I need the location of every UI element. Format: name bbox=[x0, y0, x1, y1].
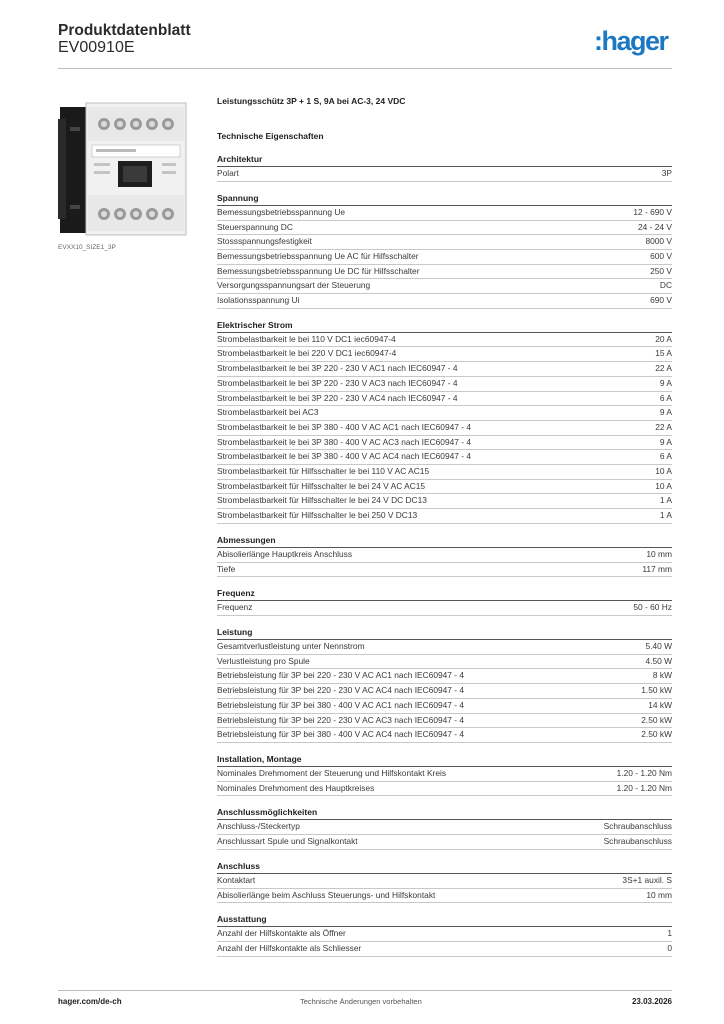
spec-value: 5.40 W bbox=[645, 641, 672, 652]
spec-label: Strombelastbarkeit für Hilfsschalter le bei 24 V AC AC15 bbox=[217, 480, 426, 491]
spec-label: Tiefe bbox=[217, 563, 236, 574]
spec-value: 3P bbox=[661, 168, 672, 179]
spec-row bbox=[217, 377, 672, 392]
spec-value: 1.20 - 1.20 Nm bbox=[616, 782, 672, 793]
spec-label: Strombelastbarkeit le bei 3P 380 - 400 V AC AC3 nach IEC60947 - 4 bbox=[217, 436, 472, 447]
spec-value: 1.20 - 1.20 Nm bbox=[616, 767, 672, 778]
spec-label: Gesamtverlustleistung unter Nennstrom bbox=[217, 641, 365, 652]
spec-label: Strombelastbarkeit für Hilfsschalter le bei 250 V DC13 bbox=[217, 510, 418, 521]
spec-section bbox=[217, 859, 672, 903]
spec-row bbox=[217, 436, 672, 451]
spec-section bbox=[217, 191, 672, 309]
header-divider bbox=[58, 68, 672, 69]
spec-value: 9 A bbox=[659, 436, 672, 447]
spec-section bbox=[217, 152, 672, 182]
technical-properties-heading: Technische Eigenschaften bbox=[217, 131, 324, 141]
spec-value: 250 V bbox=[650, 265, 672, 276]
spec-row bbox=[217, 874, 672, 889]
spec-row bbox=[217, 392, 672, 407]
spec-label: Polart bbox=[217, 168, 239, 179]
spec-value: 0 bbox=[667, 943, 672, 954]
spec-row bbox=[217, 655, 672, 670]
spec-value: Schraubanschluss bbox=[603, 821, 672, 832]
section-heading: Leistung bbox=[217, 625, 672, 640]
spec-label: Frequenz bbox=[217, 602, 253, 613]
image-caption: EVXX10_SIZE1_3P bbox=[58, 244, 116, 251]
spec-label: Abisolierlänge beim Aschluss Steuerungs- und Hilfskontakt bbox=[217, 889, 436, 900]
spec-label: Strombelastbarkeit für Hilfsschalter le bei 24 V DC DC13 bbox=[217, 495, 427, 506]
spec-value: 22 A bbox=[655, 421, 672, 432]
spec-value: 9 A bbox=[659, 407, 672, 418]
spec-row bbox=[217, 509, 672, 524]
spec-section bbox=[217, 533, 672, 577]
spec-section bbox=[217, 318, 672, 524]
spec-row bbox=[217, 333, 672, 348]
spec-value: Schraubanschluss bbox=[603, 836, 672, 847]
spec-section bbox=[217, 912, 672, 956]
footer-divider bbox=[58, 990, 672, 991]
spec-row bbox=[217, 684, 672, 699]
spec-value: 50 - 60 Hz bbox=[633, 602, 672, 613]
spec-row bbox=[217, 294, 672, 309]
footer-disclaimer: Technische Änderungen vorbehalten bbox=[300, 997, 422, 1006]
spec-label: Betriebsleistung für 3P bei 380 - 400 V AC AC1 nach IEC60947 - 4 bbox=[217, 699, 465, 710]
spec-label: Verlustleistung pro Spule bbox=[217, 655, 310, 666]
spec-value: 15 A bbox=[655, 348, 672, 359]
spec-value: 1.50 kW bbox=[641, 685, 672, 696]
spec-label: Abisolierlänge Hauptkreis Anschluss bbox=[217, 548, 353, 559]
spec-label: Bemessungsbetriebsspannung Ue bbox=[217, 206, 346, 217]
document-title: Produktdatenblatt bbox=[58, 22, 191, 39]
spec-section bbox=[217, 805, 672, 849]
spec-value: 2.50 kW bbox=[641, 729, 672, 740]
spec-row bbox=[217, 167, 672, 182]
spec-row bbox=[217, 942, 672, 957]
spec-row bbox=[217, 480, 672, 495]
product-title: Leistungsschütz 3P + 1 S, 9A bei AC-3, 24 VDC bbox=[217, 96, 406, 106]
spec-label: Strombelastbarkeit le bei 3P 220 - 230 V AC3 nach IEC60947 - 4 bbox=[217, 377, 458, 388]
spec-label: Steuerspannung DC bbox=[217, 221, 293, 232]
spec-label: Stossspannungsfestigkeit bbox=[217, 236, 312, 247]
section-heading: Anschlussmöglichkeiten bbox=[217, 805, 672, 820]
spec-value: 690 V bbox=[650, 295, 672, 305]
spec-label: Strombelastbarkeit le bei 3P 220 - 230 V AC1 nach IEC60947 - 4 bbox=[217, 363, 458, 374]
footer-date: 23.03.2026 bbox=[631, 997, 672, 1006]
spec-value: 20 A bbox=[655, 333, 672, 344]
spec-value: 3S+1 auxil. S bbox=[622, 874, 672, 885]
section-heading: Ausstattung bbox=[217, 912, 672, 927]
spec-value: 2.50 kW bbox=[641, 714, 672, 725]
spec-value: 10 mm bbox=[646, 548, 672, 559]
spec-value: 12 - 690 V bbox=[633, 206, 672, 217]
spec-row bbox=[217, 548, 672, 563]
spec-label: Anschlussart Spule und Signalkontakt bbox=[217, 836, 358, 847]
spec-label: Strombelastbarkeit le bei 3P 380 - 400 V AC AC4 nach IEC60947 - 4 bbox=[217, 451, 472, 462]
spec-row bbox=[217, 699, 672, 714]
spec-section bbox=[217, 586, 672, 616]
spec-value: 8000 V bbox=[645, 236, 672, 247]
hager-logo: :hager bbox=[594, 26, 668, 56]
spec-value: 4.50 W bbox=[645, 655, 672, 666]
spec-label: Strombelastbarkeit le bei 220 V DC1 iec60947-4 bbox=[217, 348, 397, 359]
spec-value: 14 kW bbox=[648, 699, 672, 710]
spec-row bbox=[217, 206, 672, 221]
spec-row bbox=[217, 279, 672, 294]
footer-website[interactable]: hager.com/de-ch bbox=[58, 997, 122, 1006]
spec-row bbox=[217, 265, 672, 280]
section-heading: Spannung bbox=[217, 191, 672, 206]
spec-label: Anzahl der Hilfskontakte als Schliesser bbox=[217, 943, 362, 954]
spec-value: 10 A bbox=[655, 465, 672, 476]
spec-row bbox=[217, 927, 672, 942]
spec-label: Strombelastbarkeit für Hilfsschalter le bei 110 V AC AC15 bbox=[217, 465, 430, 476]
spec-row bbox=[217, 820, 672, 835]
spec-value: 1 A bbox=[659, 510, 672, 521]
spec-value: 6 A bbox=[659, 451, 672, 462]
spec-value: 10 mm bbox=[646, 889, 672, 900]
spec-content bbox=[217, 94, 672, 957]
spec-value: 24 - 24 V bbox=[638, 221, 672, 232]
section-heading: Installation, Montage bbox=[217, 752, 672, 767]
spec-value: 8 kW bbox=[652, 670, 672, 681]
spec-value: 1 bbox=[667, 928, 672, 939]
spec-row bbox=[217, 782, 672, 797]
spec-section bbox=[217, 752, 672, 796]
spec-label: Betriebsleistung für 3P bei 380 - 400 V AC AC4 nach IEC60947 - 4 bbox=[217, 729, 465, 740]
spec-row bbox=[217, 889, 672, 904]
section-heading: Anschluss bbox=[217, 859, 672, 874]
spec-row bbox=[217, 835, 672, 850]
spec-value: DC bbox=[659, 280, 672, 291]
spec-label: Versorgungsspannungsart der Steuerung bbox=[217, 280, 371, 291]
spec-label: Nominales Drehmoment des Hauptkreises bbox=[217, 782, 375, 793]
section-heading: Architektur bbox=[217, 152, 672, 167]
spec-value: 600 V bbox=[650, 250, 672, 261]
spec-section bbox=[217, 625, 672, 743]
spec-row bbox=[217, 640, 672, 655]
spec-label: Betriebsleistung für 3P bei 220 - 230 V AC AC1 nach IEC60947 - 4 bbox=[217, 670, 465, 681]
spec-label: Nominales Drehmoment der Steuerung und Hilfskontakt Kreis bbox=[217, 767, 447, 778]
spec-value: 1 A bbox=[659, 495, 672, 506]
spec-value: 6 A bbox=[659, 392, 672, 403]
spec-row bbox=[217, 601, 672, 616]
spec-row bbox=[217, 362, 672, 377]
spec-label: Strombelastbarkeit le bei 3P 220 - 230 V AC4 nach IEC60947 - 4 bbox=[217, 392, 458, 403]
section-heading: Elektrischer Strom bbox=[217, 318, 672, 333]
spec-row bbox=[217, 347, 672, 362]
spec-row bbox=[217, 465, 672, 480]
spec-label: Bemessungsbetriebsspannung Ue DC für Hilfsschalter bbox=[217, 265, 420, 276]
spec-label: Betriebsleistung für 3P bei 220 - 230 V AC AC4 nach IEC60947 - 4 bbox=[217, 685, 465, 696]
spec-row bbox=[217, 728, 672, 743]
spec-row bbox=[217, 563, 672, 578]
spec-value: 9 A bbox=[659, 377, 672, 388]
spec-row bbox=[217, 221, 672, 236]
spec-value: 22 A bbox=[655, 363, 672, 374]
spec-label: Anzahl der Hilfskontakte als Öffner bbox=[217, 928, 346, 939]
spec-row bbox=[217, 406, 672, 421]
spec-label: Strombelastbarkeit le bei 110 V DC1 iec60947-4 bbox=[217, 333, 396, 344]
spec-row bbox=[217, 669, 672, 684]
spec-row bbox=[217, 714, 672, 729]
spec-row bbox=[217, 494, 672, 509]
spec-sections bbox=[217, 152, 672, 957]
spec-row bbox=[217, 767, 672, 782]
spec-label: Isolationsspannung Ui bbox=[217, 295, 300, 305]
spec-row bbox=[217, 450, 672, 465]
spec-label: Kontaktart bbox=[217, 874, 256, 885]
spec-label: Strombelastbarkeit le bei 3P 380 - 400 V AC AC1 nach IEC60947 - 4 bbox=[217, 421, 472, 432]
section-heading: Frequenz bbox=[217, 586, 672, 601]
spec-row bbox=[217, 421, 672, 436]
spec-label: Betriebsleistung für 3P bei 220 - 230 V AC AC3 nach IEC60947 - 4 bbox=[217, 714, 465, 725]
spec-value: 117 mm bbox=[642, 563, 672, 574]
product-code: EV00910E bbox=[58, 39, 135, 56]
product-image bbox=[58, 97, 196, 240]
spec-value: 10 A bbox=[655, 480, 672, 491]
spec-label: Anschluss-/Steckertyp bbox=[217, 821, 300, 832]
spec-row bbox=[217, 235, 672, 250]
spec-label: Strombelastbarkeit bei AC3 bbox=[217, 407, 319, 418]
section-heading: Abmessungen bbox=[217, 533, 672, 548]
spec-row bbox=[217, 250, 672, 265]
spec-label: Bemessungsbetriebsspannung Ue AC für Hilfsschalter bbox=[217, 250, 419, 261]
